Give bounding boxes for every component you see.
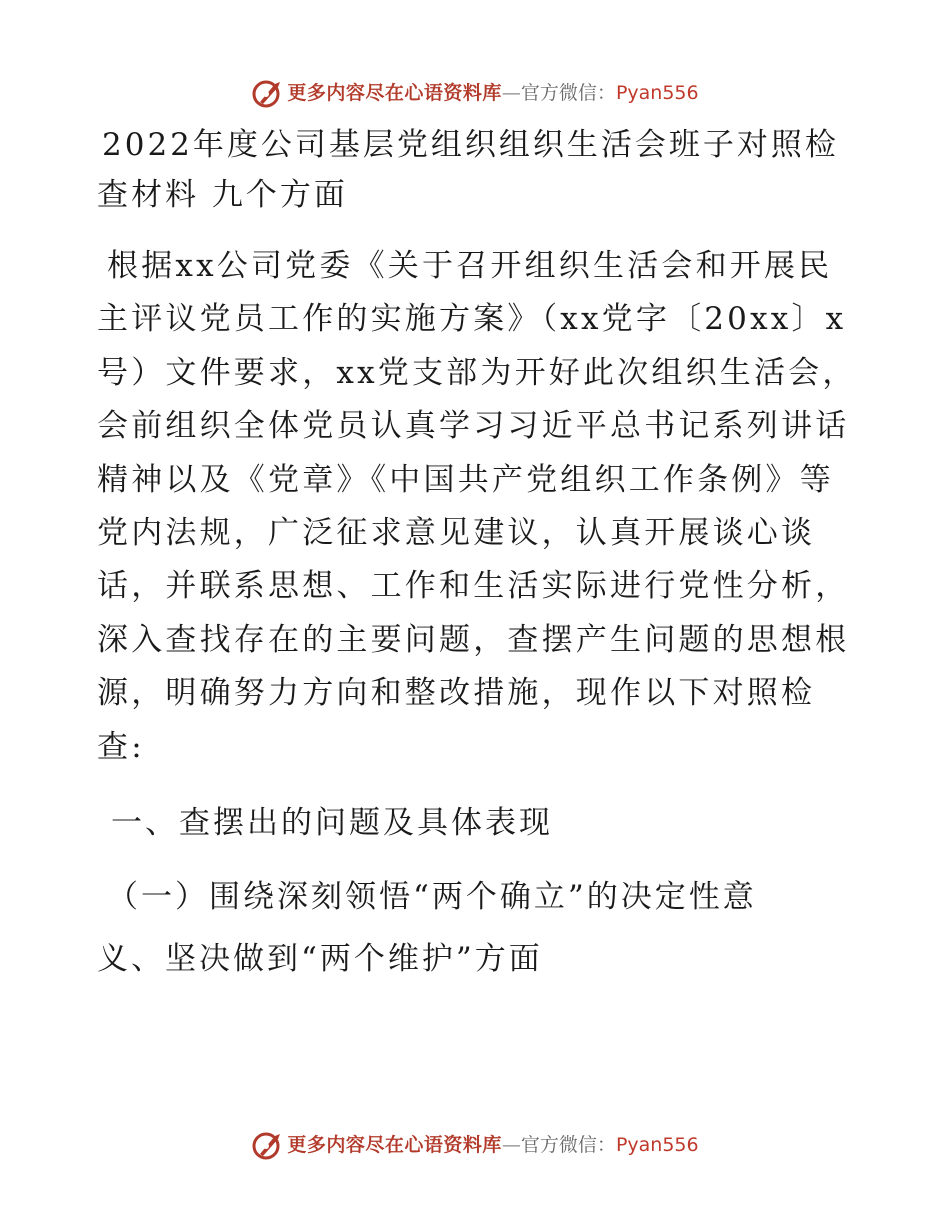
pen-logo-icon bbox=[251, 1128, 285, 1162]
document-title: 2022年度公司基层党组织组织生活会班子对照检查材料 九个方面 bbox=[97, 127, 839, 213]
watermark-site-text: 更多内容尽在心语资料库 bbox=[287, 1134, 502, 1156]
watermark-dash: — bbox=[501, 1134, 521, 1156]
document-body bbox=[97, 120, 857, 990]
section-heading: 一、查摆出的问题及具体表现 bbox=[111, 805, 553, 842]
watermark-label: 官方微信： bbox=[520, 1134, 616, 1156]
intro-paragraph: 根据xx公司党委《关于召开组织生活会和开展民主评议党员工作的实施方案》（xx党字〔20xx〕x号）文件要求，xx党支部为开好此次组织生活会，会前组织全体党员认真学习习近平总书记系列讲话精神以及《党章》《中国共产党组织工作条例》等党内法规，广泛征求意见建议，认真开展谈心谈话，并联系思想、工作和生活实际进行党性分析，深入查找存在的主要问题，查摆产生问题的思想根源，明确努力方向和整改措施，现作以下对照检查: bbox=[97, 248, 857, 765]
watermark-wechat-id: Pyan556 bbox=[615, 1134, 699, 1156]
subsection-heading: （一）围绕深刻领悟“两个确立”的决定性意义、坚决做到“两个维护”方面 bbox=[97, 879, 757, 978]
watermark-dash: — bbox=[501, 82, 521, 104]
header-watermark bbox=[0, 76, 950, 110]
footer-watermark bbox=[0, 1128, 950, 1162]
watermark-label: 官方微信： bbox=[520, 82, 616, 104]
watermark-site-text: 更多内容尽在心语资料库 bbox=[287, 82, 502, 104]
watermark-wechat-id: Pyan556 bbox=[615, 82, 699, 104]
pen-logo-icon bbox=[251, 76, 285, 110]
